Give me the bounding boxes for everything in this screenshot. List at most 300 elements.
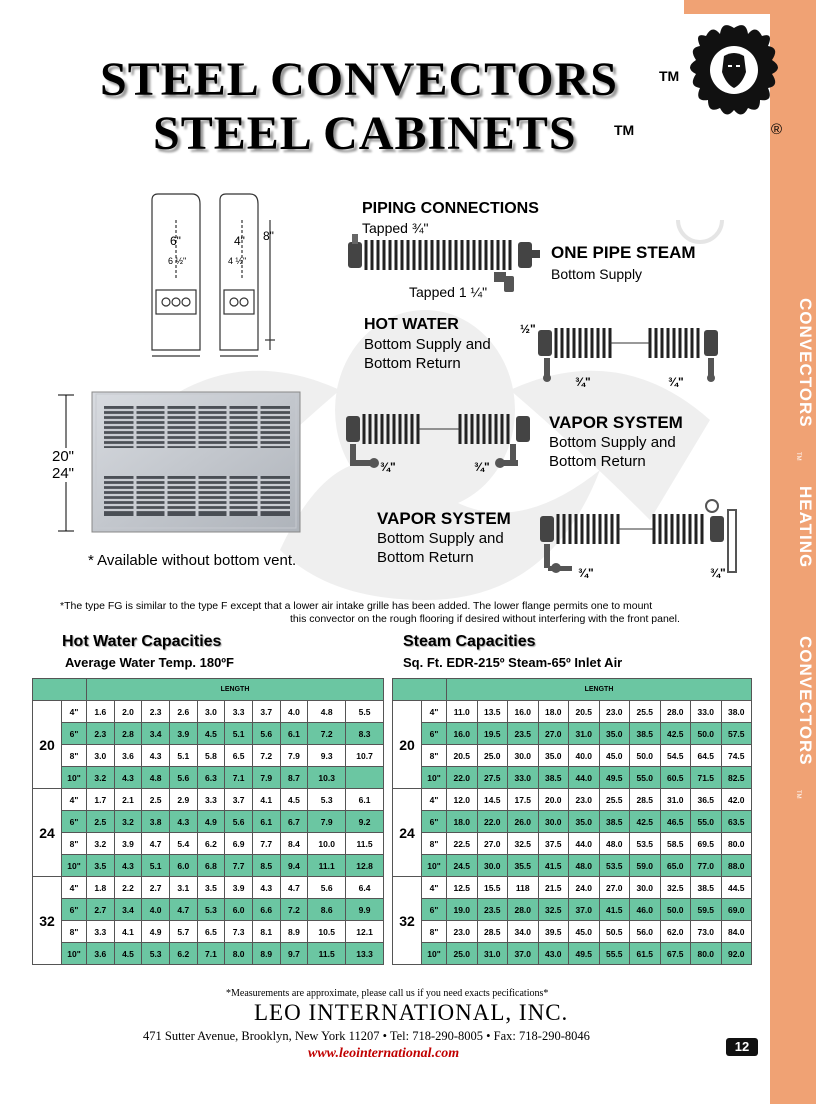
value-cell: 16.0 [508, 701, 539, 723]
vapor2-right-label: ¾" [710, 566, 726, 580]
value-cell: 5.6 [225, 811, 253, 833]
value-cell: 44.0 [569, 767, 600, 789]
depth-cell: 8" [422, 745, 447, 767]
value-cell: 3.7 [252, 701, 280, 723]
depth-cell: 4" [422, 701, 447, 723]
value-cell: 20.0 [538, 789, 569, 811]
depth-cell: 6" [422, 899, 447, 921]
value-cell: 5.6 [252, 723, 280, 745]
value-cell: 56.0 [630, 921, 661, 943]
value-cell: 8.3 [346, 723, 384, 745]
table-row [33, 855, 384, 877]
height-24in: 24" [52, 465, 75, 482]
value-cell: 4.3 [252, 877, 280, 899]
hot-water-sub2: Bottom Return [364, 355, 461, 372]
value-cell: 44.0 [569, 833, 600, 855]
value-cell: 11.5 [346, 833, 384, 855]
value-cell: 84.0 [721, 921, 752, 943]
value-cell: 7.3 [225, 921, 253, 943]
height-20in: 20" [52, 448, 75, 465]
value-cell: 55.5 [599, 943, 630, 965]
side-tm-2: TM [795, 790, 801, 799]
value-cell: 8.0 [225, 943, 253, 965]
value-cell: 7.9 [252, 767, 280, 789]
value-cell: 80.0 [691, 943, 722, 965]
value-cell: 10.5 [308, 921, 346, 943]
value-cell: 5.3 [197, 899, 225, 921]
value-cell: 2.6 [169, 701, 197, 723]
value-cell: 3.2 [87, 833, 115, 855]
value-cell: 71.5 [691, 767, 722, 789]
value-cell: 3.2 [87, 767, 115, 789]
value-cell: 64.5 [691, 745, 722, 767]
tapped-114-label: Tapped 1 ¼" [409, 284, 488, 300]
table-row [33, 877, 384, 899]
table-row [393, 855, 752, 877]
table-row [33, 745, 384, 767]
dim-4in: 4" [234, 234, 245, 248]
value-cell: 22.5 [447, 833, 478, 855]
value-cell: 3.5 [87, 855, 115, 877]
depth-cell: 4" [62, 877, 87, 899]
value-cell: 12.1 [346, 921, 384, 943]
table-corner [33, 679, 87, 701]
value-cell: 32.5 [508, 833, 539, 855]
value-cell: 5.3 [142, 943, 170, 965]
value-cell: 4.8 [142, 767, 170, 789]
value-cell: 6.0 [225, 899, 253, 921]
value-cell: 2.7 [87, 899, 115, 921]
value-cell: 30.0 [630, 877, 661, 899]
vapor1-sub2: Bottom Return [549, 453, 646, 470]
value-cell: 4.5 [280, 789, 308, 811]
dim-6-5in: 6 ½" [168, 256, 187, 266]
value-cell: 3.6 [87, 943, 115, 965]
value-cell: 35.0 [538, 745, 569, 767]
table-row [33, 833, 384, 855]
depth-cell: 4" [422, 789, 447, 811]
height-cell: 24 [33, 789, 62, 877]
value-cell: 30.0 [538, 811, 569, 833]
value-cell: 48.0 [599, 833, 630, 855]
value-cell: 11.1 [308, 855, 346, 877]
value-cell: 3.2 [114, 811, 142, 833]
value-cell: 31.0 [660, 789, 691, 811]
value-cell: 6.2 [197, 833, 225, 855]
depth-cell: 6" [422, 811, 447, 833]
value-cell: 6.9 [225, 833, 253, 855]
vapor-system-diagram-1 [340, 408, 540, 474]
value-cell: 42.5 [630, 811, 661, 833]
hot-water-title: HOT WATER [364, 316, 459, 333]
value-cell: 5.1 [225, 723, 253, 745]
table-row [33, 789, 384, 811]
depth-cell: 4" [62, 701, 87, 723]
value-cell: 30.0 [477, 855, 508, 877]
value-cell: 41.5 [599, 899, 630, 921]
value-cell: 4.0 [142, 899, 170, 921]
value-cell: 54.5 [660, 745, 691, 767]
value-cell: 55.0 [691, 811, 722, 833]
value-cell: 26.0 [508, 811, 539, 833]
value-cell: 69.5 [691, 833, 722, 855]
table-row [33, 943, 384, 965]
value-cell: 6.1 [346, 789, 384, 811]
value-cell: 4.1 [114, 921, 142, 943]
value-cell: 2.8 [114, 723, 142, 745]
table-row [33, 701, 384, 723]
side-stripe-fill [770, 0, 784, 1104]
value-cell: 12.8 [346, 855, 384, 877]
value-cell: 8.4 [280, 833, 308, 855]
value-cell: 9.4 [280, 855, 308, 877]
value-cell: 1.6 [87, 701, 115, 723]
value-cell: 5.3 [308, 789, 346, 811]
table-corner [393, 679, 447, 701]
table-row [393, 921, 752, 943]
value-cell: 27.5 [477, 767, 508, 789]
value-cell: 46.5 [660, 811, 691, 833]
table-row [393, 767, 752, 789]
value-cell: 13.5 [477, 701, 508, 723]
value-cell: 28.5 [630, 789, 661, 811]
value-cell: 55.0 [630, 767, 661, 789]
value-cell: 4.8 [308, 701, 346, 723]
value-cell: 23.0 [569, 789, 600, 811]
value-cell: 5.1 [142, 855, 170, 877]
value-cell: 5.8 [197, 745, 225, 767]
fg-note-line2: this convector on the rough flooring if desired without interfering with the front panel. [290, 613, 680, 625]
value-cell: 5.7 [169, 921, 197, 943]
value-cell: 40.0 [569, 745, 600, 767]
value-cell: 7.9 [308, 811, 346, 833]
value-cell: 6.2 [169, 943, 197, 965]
measurement-note: *Measurements are approximate, please call us if you need exacts pecifications* [226, 988, 549, 999]
value-cell: 9.7 [280, 943, 308, 965]
table-row [393, 811, 752, 833]
value-cell: 3.9 [114, 833, 142, 855]
side-tab-heating: HEATING [796, 486, 815, 569]
value-cell: 10.7 [346, 745, 384, 767]
value-cell: 6.0 [169, 855, 197, 877]
value-cell: 3.7 [225, 789, 253, 811]
value-cell: 9.2 [346, 811, 384, 833]
value-cell: 49.5 [599, 767, 630, 789]
lion-logo-icon [684, 20, 784, 130]
value-cell: 6.4 [346, 877, 384, 899]
value-cell: 88.0 [721, 855, 752, 877]
value-cell: 33.0 [508, 767, 539, 789]
depth-cell: 8" [62, 921, 87, 943]
value-cell: 28.0 [660, 701, 691, 723]
height-cell: 32 [33, 877, 62, 965]
dim-4-5in: 4 ½" [228, 256, 247, 266]
depth-cell: 4" [422, 877, 447, 899]
value-cell: 2.2 [114, 877, 142, 899]
depth-cell: 4" [62, 789, 87, 811]
value-cell: 43.0 [538, 943, 569, 965]
value-cell: 3.3 [197, 789, 225, 811]
length-header: LENGTH [447, 679, 752, 701]
table-row [393, 789, 752, 811]
depth-cell: 6" [62, 899, 87, 921]
value-cell: 3.3 [225, 701, 253, 723]
value-cell: 5.5 [346, 701, 384, 723]
value-cell: 27.0 [538, 723, 569, 745]
depth-cell: 6" [62, 811, 87, 833]
value-cell: 59.5 [691, 899, 722, 921]
title-tm-2: TM [614, 122, 635, 138]
value-cell: 7.1 [197, 943, 225, 965]
depth-cell: 8" [422, 833, 447, 855]
value-cell: 37.0 [569, 899, 600, 921]
value-cell: 41.5 [538, 855, 569, 877]
value-cell: 44.5 [721, 877, 752, 899]
value-cell: 5.6 [169, 767, 197, 789]
value-cell: 2.1 [114, 789, 142, 811]
length-header: LENGTH [87, 679, 384, 701]
value-cell: 2.3 [87, 723, 115, 745]
hot-water-capacity-table [32, 678, 384, 965]
table-row [393, 833, 752, 855]
value-cell: 58.5 [660, 833, 691, 855]
value-cell: 50.0 [660, 899, 691, 921]
hot-water-capacities-subtitle: Average Water Temp. 180ºF [65, 655, 234, 670]
value-cell: 25.5 [599, 789, 630, 811]
depth-cell: 10" [422, 767, 447, 789]
value-cell: 2.0 [114, 701, 142, 723]
value-cell: 5.4 [169, 833, 197, 855]
vapor1-left-label: ¾" [380, 460, 396, 474]
value-cell: 74.5 [721, 745, 752, 767]
value-cell: 8.9 [252, 943, 280, 965]
value-cell: 15.5 [477, 877, 508, 899]
value-cell: 45.0 [599, 745, 630, 767]
value-cell: 20.5 [569, 701, 600, 723]
value-cell: 2.9 [169, 789, 197, 811]
value-cell: 30.0 [508, 745, 539, 767]
value-cell: 4.1 [252, 789, 280, 811]
value-cell: 50.0 [630, 745, 661, 767]
value-cell: 61.5 [630, 943, 661, 965]
piping-connections-title: PIPING CONNECTIONS [362, 200, 539, 217]
table-row [393, 701, 752, 723]
company-address: 471 Sutter Avenue, Brooklyn, New York 11207 • Tel: 718-290-8005 • Fax: 718-290-8046 [143, 1029, 590, 1043]
value-cell: 63.5 [721, 811, 752, 833]
value-cell: 6.7 [280, 811, 308, 833]
value-cell: 28.0 [508, 899, 539, 921]
table-row [33, 899, 384, 921]
value-cell: 37.5 [538, 833, 569, 855]
value-cell: 20.5 [447, 745, 478, 767]
value-cell: 23.0 [447, 921, 478, 943]
value-cell [346, 767, 384, 789]
depth-cell: 6" [422, 723, 447, 745]
depth-cell: 10" [422, 943, 447, 965]
table-row [33, 767, 384, 789]
page-title-line2: STEEL CABINETS [153, 107, 577, 160]
vapor2-left-label: ¾" [578, 566, 594, 580]
table-row [393, 943, 752, 965]
depth-cell: 8" [62, 833, 87, 855]
hw-right-label: ¾" [668, 375, 684, 389]
value-cell: 57.5 [721, 723, 752, 745]
value-cell: 3.1 [169, 877, 197, 899]
value-cell: 12.5 [447, 877, 478, 899]
value-cell: 8.1 [252, 921, 280, 943]
depth-cell: 10" [62, 767, 87, 789]
value-cell: 6.6 [252, 899, 280, 921]
value-cell: 7.1 [225, 767, 253, 789]
value-cell: 22.0 [477, 811, 508, 833]
value-cell: 69.0 [721, 899, 752, 921]
value-cell: 4.5 [197, 723, 225, 745]
page-title-line1: STEEL CONVECTORS [100, 53, 618, 106]
dim-6in: 6" [170, 234, 181, 248]
title-tm-1: TM [659, 68, 680, 84]
value-cell: 11.5 [308, 943, 346, 965]
vapor1-right-label: ¾" [474, 460, 490, 474]
value-cell: 6.5 [225, 745, 253, 767]
value-cell: 38.0 [721, 701, 752, 723]
value-cell: 45.0 [569, 921, 600, 943]
value-cell: 4.3 [114, 767, 142, 789]
value-cell: 60.5 [660, 767, 691, 789]
value-cell: 24.0 [569, 877, 600, 899]
value-cell: 35.5 [508, 855, 539, 877]
value-cell: 11.0 [447, 701, 478, 723]
value-cell: 4.3 [114, 855, 142, 877]
value-cell: 12.0 [447, 789, 478, 811]
value-cell: 8.5 [252, 855, 280, 877]
value-cell: 5.6 [308, 877, 346, 899]
value-cell: 53.5 [599, 855, 630, 877]
value-cell: 6.1 [252, 811, 280, 833]
value-cell: 1.8 [87, 877, 115, 899]
page-number: 12 [726, 1038, 758, 1056]
value-cell: 7.2 [252, 745, 280, 767]
value-cell: 4.3 [169, 811, 197, 833]
value-cell: 4.9 [142, 921, 170, 943]
depth-cell: 8" [62, 745, 87, 767]
value-cell: 4.0 [280, 701, 308, 723]
value-cell: 1.7 [87, 789, 115, 811]
value-cell: 14.5 [477, 789, 508, 811]
value-cell: 2.5 [142, 789, 170, 811]
height-cell: 32 [393, 877, 422, 965]
value-cell: 6.8 [197, 855, 225, 877]
value-cell: 28.5 [477, 921, 508, 943]
value-cell: 3.9 [225, 877, 253, 899]
value-cell: 6.1 [280, 723, 308, 745]
value-cell: 38.5 [691, 877, 722, 899]
depth-cell: 10" [422, 855, 447, 877]
value-cell: 67.5 [660, 943, 691, 965]
value-cell: 22.0 [447, 767, 478, 789]
value-cell: 3.0 [87, 745, 115, 767]
value-cell: 3.4 [142, 723, 170, 745]
side-tm-1: TM [795, 452, 801, 461]
hot-water-sub1: Bottom Supply and [364, 336, 491, 353]
value-cell: 42.5 [660, 723, 691, 745]
value-cell: 3.4 [114, 899, 142, 921]
value-cell: 25.0 [447, 943, 478, 965]
value-cell: 8.9 [280, 921, 308, 943]
value-cell: 36.5 [691, 789, 722, 811]
company-name: LEO INTERNATIONAL, INC. [254, 1000, 569, 1025]
company-url[interactable]: www.leointernational.com [308, 1046, 460, 1061]
steam-capacities-title: Steam Capacities [403, 633, 536, 650]
value-cell: 39.5 [538, 921, 569, 943]
value-cell: 82.5 [721, 767, 752, 789]
side-tab-convectors-2: CONVECTORS [796, 636, 815, 766]
table-row [393, 723, 752, 745]
value-cell: 4.5 [114, 943, 142, 965]
depth-cell: 6" [62, 723, 87, 745]
value-cell: 24.5 [447, 855, 478, 877]
depth-cell: 10" [62, 855, 87, 877]
table-row [33, 921, 384, 943]
value-cell: 3.0 [197, 701, 225, 723]
value-cell: 50.5 [599, 921, 630, 943]
vapor2-sub1: Bottom Supply and [377, 530, 504, 547]
value-cell: 7.2 [308, 723, 346, 745]
table-row [393, 899, 752, 921]
value-cell: 34.0 [508, 921, 539, 943]
vapor2-title: VAPOR SYSTEM [377, 509, 511, 528]
fg-note-line1: *The type FG is similar to the type F except that a lower air intake grille has been added. The lower flange permits one to mount [60, 600, 653, 612]
value-cell: 50.0 [691, 723, 722, 745]
hw-left-label: ¾" [575, 375, 591, 389]
value-cell: 7.2 [280, 899, 308, 921]
value-cell: 4.7 [280, 877, 308, 899]
value-cell: 32.5 [538, 899, 569, 921]
value-cell: 53.5 [630, 833, 661, 855]
vent-note: * Available without bottom vent. [88, 552, 297, 569]
value-cell: 38.5 [538, 767, 569, 789]
tapped-34-label: Tapped ¾" [362, 220, 429, 236]
value-cell: 10.3 [308, 767, 346, 789]
value-cell: 35.0 [599, 723, 630, 745]
table-row [393, 877, 752, 899]
value-cell: 7.7 [225, 855, 253, 877]
value-cell: 3.5 [197, 877, 225, 899]
value-cell: 118 [508, 877, 539, 899]
value-cell: 5.1 [169, 745, 197, 767]
value-cell: 21.5 [538, 877, 569, 899]
value-cell: 9.9 [346, 899, 384, 921]
one-pipe-steam-title: ONE PIPE STEAM [551, 243, 696, 262]
value-cell: 2.7 [142, 877, 170, 899]
value-cell: 2.5 [87, 811, 115, 833]
value-cell: 33.0 [691, 701, 722, 723]
registered-mark: ® [771, 121, 783, 138]
hw-half-label: ½" [520, 322, 536, 336]
value-cell: 25.5 [630, 701, 661, 723]
value-cell: 19.5 [477, 723, 508, 745]
value-cell: 7.9 [280, 745, 308, 767]
value-cell: 38.5 [599, 811, 630, 833]
vapor1-sub1: Bottom Supply and [549, 434, 676, 451]
height-cell: 20 [393, 701, 422, 789]
value-cell: 16.0 [447, 723, 478, 745]
value-cell: 19.0 [447, 899, 478, 921]
value-cell: 35.0 [569, 811, 600, 833]
value-cell: 27.0 [477, 833, 508, 855]
value-cell: 4.9 [197, 811, 225, 833]
value-cell: 9.3 [308, 745, 346, 767]
value-cell: 31.0 [569, 723, 600, 745]
